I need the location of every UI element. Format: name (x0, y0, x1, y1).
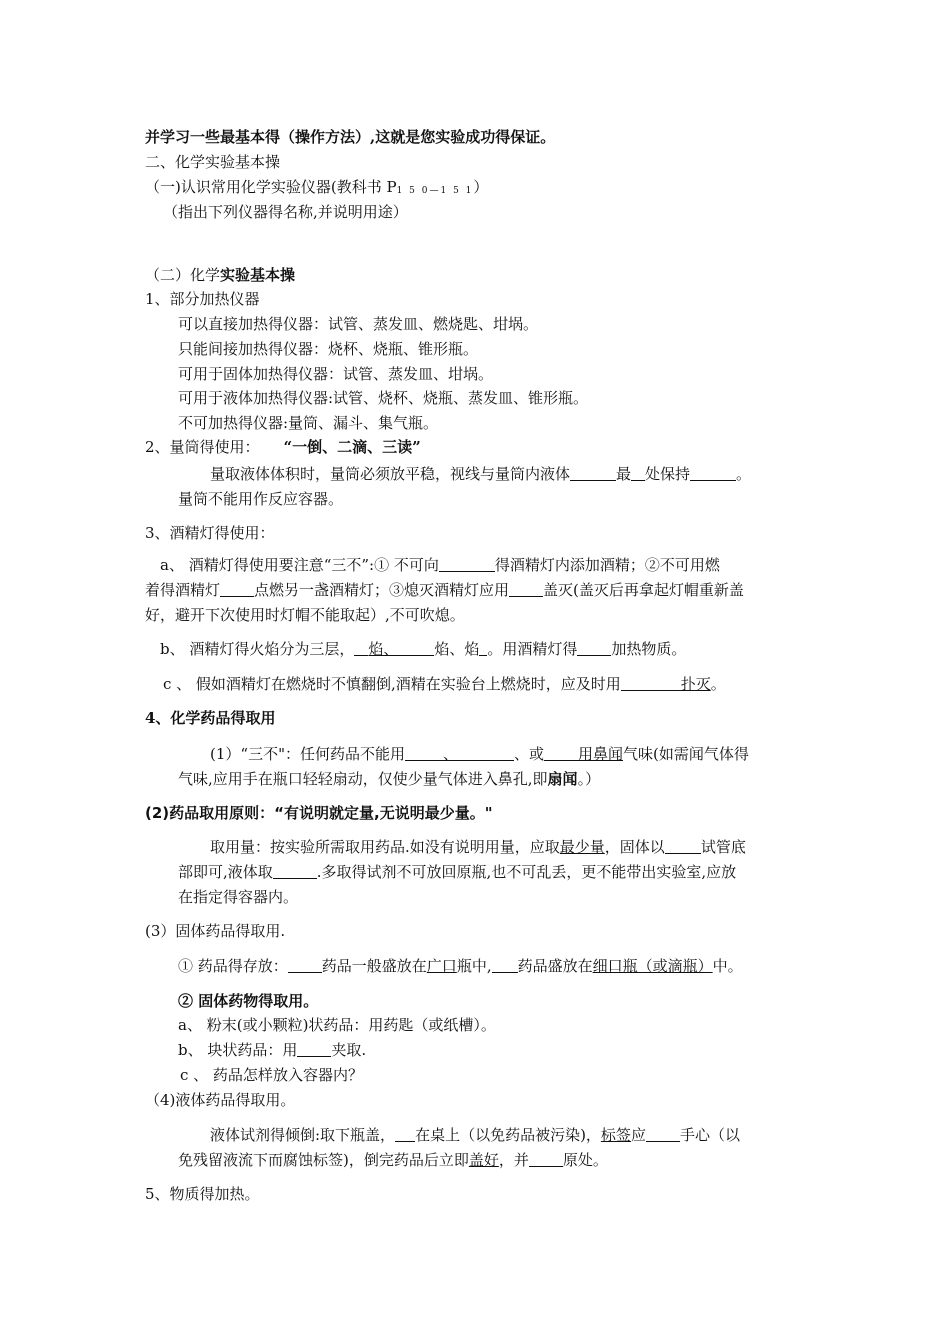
heating-substance-heading: 5、物质得加热。 (145, 1185, 260, 1203)
blank (439, 557, 495, 572)
blank (398, 641, 434, 656)
alcohol-lamp-a-line3: 好，避开下次使用时灯帽不能取起）,不可吹熄。 (145, 606, 465, 624)
blank (509, 582, 543, 597)
blank (646, 1127, 680, 1142)
amount-line3: 在指定得容器内。 (178, 888, 299, 906)
blank (288, 958, 322, 973)
blank (529, 1152, 563, 1167)
non-heating-line: 不可加热得仪器:量筒、漏斗、集气瓶。 (178, 414, 439, 432)
pouring-line2: 免残留液流下而腐蚀标签)，倒完药品后立即盖好，并 原处。 (178, 1151, 608, 1169)
amount-line2: 部即可,液体取 .多取得试剂不可放回原瓶,也不可乱丢，更不能带出实验室,应放 (178, 863, 737, 881)
cylinder-note-line: 量筒不能用作反应容器。 (178, 490, 344, 508)
alcohol-lamp-b-line: b、 酒精灯得火焰分为三层， 焰、 焰、焰 。用酒精灯得 加热物质。 (160, 640, 687, 658)
blank (570, 466, 616, 481)
blank (690, 466, 736, 481)
powder-line: a、 粉末(或小颗粒)状药品：用药匙（或纸槽）。 (178, 1016, 496, 1034)
direct-heating-line: 可以直接加热得仪器：试管、蒸发皿、燃烧匙、坩埚。 (178, 315, 539, 333)
reagent-handling-heading: 4、化学药品得取用 (145, 709, 276, 727)
container-line: c 、 药品怎样放入容器内？ (180, 1066, 363, 1084)
blank (631, 466, 645, 481)
liquid-heating-line: 可用于液体加热得仪器:试管、烧杯、烧瓶、蒸发皿、锥形瓶。 (178, 389, 589, 407)
blank (544, 746, 578, 761)
section-two-heading: 二、化学实验基本操 (145, 153, 281, 171)
three-nots-line1: (1）“三不"：任何药品不能用 、 、或 用鼻闻气味(如需闻气体得 (210, 745, 749, 763)
solid-reagent-heading: (3）固体药品得取用. (145, 922, 286, 940)
three-nots-line2: 气味,应用手在瓶口轻轻扇动，仅使少量气体进入鼻孔,即扇闻。） (178, 770, 601, 788)
blank (577, 641, 611, 656)
blank (405, 746, 443, 761)
amount-line1: 取用量：按实验所需取用药品.如没有说明用量，应取最少量，固体以 试管底 (210, 838, 746, 856)
indirect-heating-line: 只能间接加热得仪器：烧杯、烧瓶、锥形瓶。 (178, 340, 479, 358)
blank (621, 676, 681, 691)
solid-taking-heading: ② 固体药物得取用。 (178, 992, 319, 1010)
cylinder-usage-heading: 2、量筒得使用： “一倒、二滴、三读” (145, 438, 421, 456)
blank (220, 582, 254, 597)
blank (458, 746, 514, 761)
blank (297, 1042, 331, 1057)
alcohol-lamp-a-line2: 着得酒精灯 点燃另一盏酒精灯；③熄灭酒精灯应用 盖灭(盖灭后再拿起灯帽重新盖 (145, 581, 744, 599)
blank (395, 1127, 415, 1142)
subsection-one-heading: （一)认识常用化学实验仪器(教科书 P1 5 0—1 5 1） (145, 178, 489, 196)
alcohol-lamp-c-line: c 、 假如酒精灯在燃烧时不慎翻倒,酒精在实验台上燃烧时，应及时用 扑灭。 (163, 675, 726, 693)
alcohol-lamp-a-line1: a、 酒精灯得使用要注意“三不”:① 不可向 得酒精灯内添加酒精；②不可用燃 (160, 556, 720, 574)
pouring-line1: 液体试剂得倾倒:取下瓶盖， 在桌上（以免药品被污染)，标签应 手心（以 (210, 1126, 740, 1144)
heating-instruments-heading: 1、部分加热仪器 (145, 290, 260, 308)
instruction-note: （指出下列仪器得名称,并说明用途） (163, 203, 408, 221)
storage-line: ① 药品得存放： 药品一般盛放在广口瓶中, 药品盛放在细口瓶（或滴瓶）中。 (178, 957, 743, 975)
alcohol-lamp-heading: 3、酒精灯得使用： (145, 524, 275, 542)
liquid-reagent-heading: （4)液体药品得取用。 (145, 1091, 296, 1109)
reagent-principle-heading: (2)药品取用原则：“有说明就定量,无说明最少量。" (145, 804, 493, 822)
block-line: b、 块状药品：用 夹取. (178, 1041, 367, 1059)
blank (492, 958, 518, 973)
subsection-two-heading: （二）化学实验基本操 (145, 266, 296, 284)
blank (354, 641, 368, 656)
intro-line: 并学习一些最基本得（操作方法）,这就是您实验成功得保证。 (145, 128, 556, 146)
solid-heating-line: 可用于固体加热得仪器：试管、蒸发皿、坩埚。 (178, 365, 494, 383)
cylinder-reading-line: 量取液体体积时，量筒必须放平稳，视线与量筒内液体 最 处保持 。 (210, 465, 752, 483)
blank (665, 839, 701, 854)
blank (273, 864, 317, 879)
